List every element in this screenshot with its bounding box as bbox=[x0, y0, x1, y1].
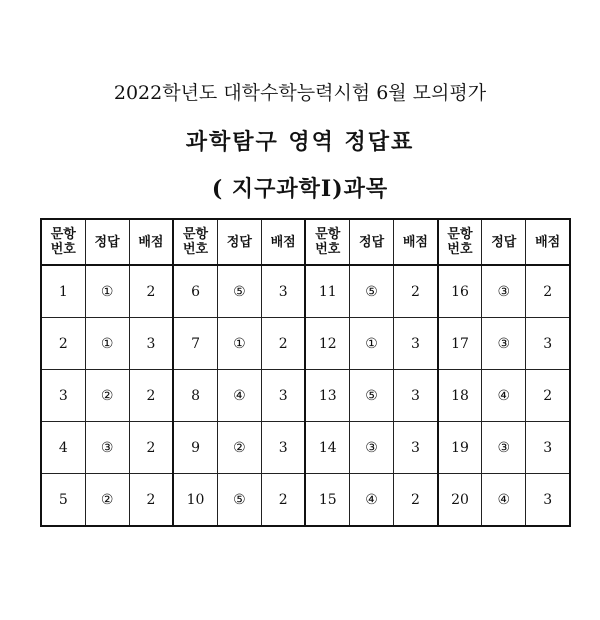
question-number-cell: 15 bbox=[305, 474, 349, 527]
column-header-answer: 정답 bbox=[350, 219, 394, 265]
question-number-cell: 13 bbox=[305, 370, 349, 422]
answer-table bbox=[40, 218, 571, 527]
column-header-number-line2: 번호 bbox=[315, 242, 341, 257]
column-header-score: 배점 bbox=[394, 219, 438, 265]
question-number-cell: 7 bbox=[173, 318, 217, 370]
score-cell: 3 bbox=[394, 318, 438, 370]
answer-cell: ⑤ bbox=[350, 370, 394, 422]
score-cell: 2 bbox=[526, 370, 570, 422]
answer-cell: ④ bbox=[482, 474, 526, 527]
column-header-number bbox=[305, 219, 349, 265]
exam-title: 2022학년도 대학수학능력시험 6월 모의평가 bbox=[113, 82, 487, 104]
column-header-number-line1: 문항 bbox=[50, 227, 76, 242]
answer-cell: ③ bbox=[482, 318, 526, 370]
question-number-cell: 5 bbox=[41, 474, 85, 527]
answer-cell: ④ bbox=[350, 474, 394, 527]
table-row bbox=[41, 474, 570, 527]
column-header-number-line2: 번호 bbox=[447, 242, 473, 257]
question-number-cell: 4 bbox=[41, 422, 85, 474]
column-header-number-line2: 번호 bbox=[50, 242, 76, 257]
score-cell: 3 bbox=[394, 422, 438, 474]
score-cell: 2 bbox=[261, 318, 305, 370]
question-number-cell: 9 bbox=[173, 422, 217, 474]
question-number-cell: 1 bbox=[41, 265, 85, 318]
question-number-cell: 19 bbox=[438, 422, 482, 474]
answer-cell: ⑤ bbox=[217, 474, 261, 527]
answer-cell: ⑤ bbox=[350, 265, 394, 318]
column-header-number bbox=[41, 219, 85, 265]
table-row bbox=[41, 265, 570, 318]
score-cell: 3 bbox=[129, 318, 173, 370]
score-cell: 2 bbox=[394, 474, 438, 527]
score-cell: 2 bbox=[129, 265, 173, 318]
column-header-number bbox=[438, 219, 482, 265]
score-cell: 3 bbox=[261, 370, 305, 422]
answer-cell: ① bbox=[217, 318, 261, 370]
answer-cell: ④ bbox=[482, 370, 526, 422]
score-cell: 3 bbox=[261, 422, 305, 474]
answer-cell: ③ bbox=[85, 422, 129, 474]
question-number-cell: 14 bbox=[305, 422, 349, 474]
column-header-score: 배점 bbox=[261, 219, 305, 265]
column-header-score: 배점 bbox=[129, 219, 173, 265]
answer-cell: ③ bbox=[350, 422, 394, 474]
question-number-cell: 20 bbox=[438, 474, 482, 527]
question-number-cell: 10 bbox=[173, 474, 217, 527]
answer-cell: ② bbox=[85, 370, 129, 422]
score-cell: 2 bbox=[129, 422, 173, 474]
sheet-title: 과학탐구 영역 정답표 bbox=[185, 129, 415, 155]
score-cell: 2 bbox=[129, 474, 173, 527]
answer-cell: ① bbox=[85, 265, 129, 318]
answer-cell: ② bbox=[85, 474, 129, 527]
score-cell: 2 bbox=[129, 370, 173, 422]
question-number-cell: 3 bbox=[41, 370, 85, 422]
score-cell: 2 bbox=[261, 474, 305, 527]
score-cell: 3 bbox=[261, 265, 305, 318]
column-header-answer: 정답 bbox=[482, 219, 526, 265]
header-row bbox=[41, 219, 570, 265]
score-cell: 3 bbox=[526, 474, 570, 527]
answer-cell: ① bbox=[350, 318, 394, 370]
question-number-cell: 18 bbox=[438, 370, 482, 422]
column-header-number bbox=[173, 219, 217, 265]
column-header-number-line1: 문항 bbox=[447, 227, 473, 242]
column-header-answer: 정답 bbox=[85, 219, 129, 265]
question-number-cell: 16 bbox=[438, 265, 482, 318]
answer-cell: ② bbox=[217, 422, 261, 474]
answer-cell: ⑤ bbox=[217, 265, 261, 318]
question-number-cell: 8 bbox=[173, 370, 217, 422]
column-header-number-line1: 문항 bbox=[182, 227, 209, 242]
score-cell: 3 bbox=[394, 370, 438, 422]
question-number-cell: 12 bbox=[305, 318, 349, 370]
table-row bbox=[41, 422, 570, 474]
question-number-cell: 17 bbox=[438, 318, 482, 370]
answer-cell: ④ bbox=[217, 370, 261, 422]
score-cell: 3 bbox=[526, 422, 570, 474]
answer-table-body bbox=[41, 265, 570, 526]
column-header-number-line2: 번호 bbox=[182, 242, 209, 257]
subject-title: ( 지구과학Ⅰ)과목 bbox=[211, 176, 389, 202]
answer-cell: ① bbox=[85, 318, 129, 370]
score-cell: 2 bbox=[526, 265, 570, 318]
column-header-number-line1: 문항 bbox=[315, 227, 341, 242]
column-header-score: 배점 bbox=[526, 219, 570, 265]
answer-cell: ③ bbox=[482, 265, 526, 318]
answer-cell: ③ bbox=[482, 422, 526, 474]
question-number-cell: 2 bbox=[41, 318, 85, 370]
question-number-cell: 6 bbox=[173, 265, 217, 318]
question-number-cell: 11 bbox=[305, 265, 349, 318]
column-header-answer: 정답 bbox=[217, 219, 261, 265]
table-row bbox=[41, 370, 570, 422]
score-cell: 3 bbox=[526, 318, 570, 370]
score-cell: 2 bbox=[394, 265, 438, 318]
table-row bbox=[41, 318, 570, 370]
